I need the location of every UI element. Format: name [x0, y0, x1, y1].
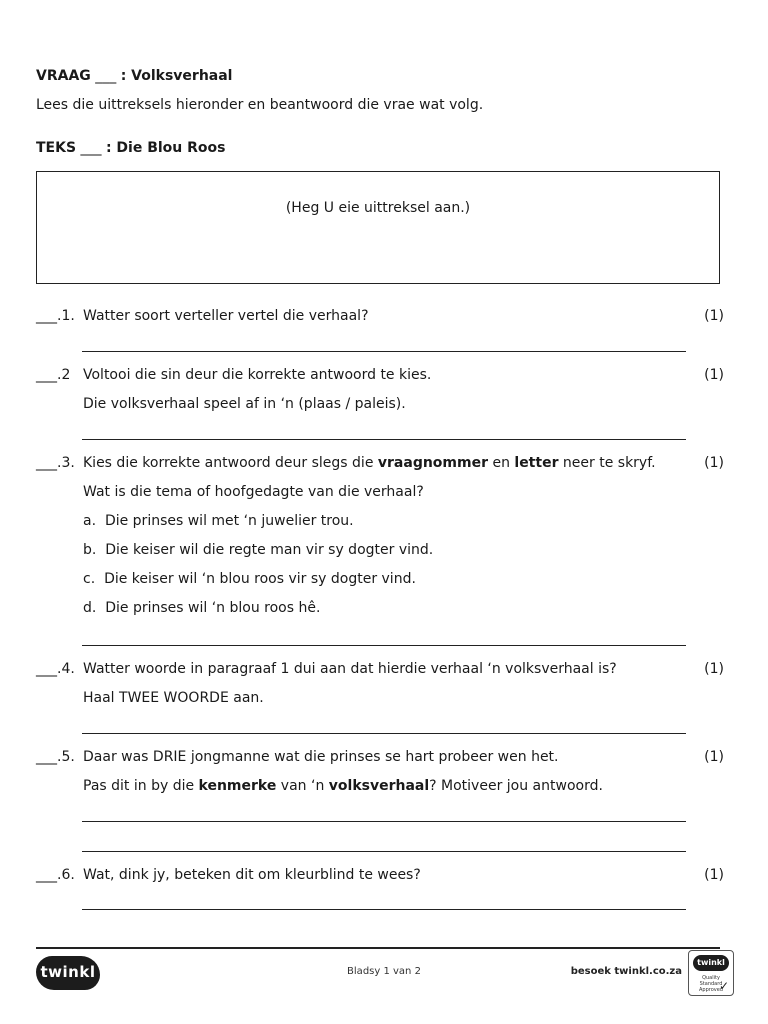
question-5-line2	[83, 777, 603, 795]
question-1-mark: (1)	[704, 308, 724, 324]
question-4-number: ___.4.	[36, 661, 75, 677]
option-d	[83, 599, 320, 617]
question-title: : Volksverhaal	[120, 68, 233, 84]
question-6-text: Wat, dink jy, beteken dit om kleurblind te wees?	[83, 867, 421, 883]
option-text: Die prinses wil ‘n blou roos hê.	[105, 600, 321, 616]
question-3-text-part: Kies die korrekte antwoord deur slegs die	[83, 455, 378, 471]
instruction-text: Lees die uittreksels hieronder en beantwoord die vrae wat volg.	[36, 97, 484, 113]
question-3-line2: Wat is die tema of hoofgedagte van die verhaal?	[83, 484, 424, 500]
text-title: : Die Blou Roos	[105, 140, 226, 156]
answer-line[interactable]	[82, 733, 686, 734]
question-5-text-part: Pas dit in by die	[83, 778, 199, 794]
badge-caption: Quality Standard Approved	[699, 975, 723, 993]
question-2-text: Voltooi die sin deur die korrekte antwoord te kies.	[83, 367, 432, 383]
badge-logo-text: twinkl	[693, 955, 729, 971]
quality-badge	[688, 950, 734, 996]
footer-divider	[36, 947, 720, 949]
question-5-emphasis-features: kenmerke	[198, 778, 277, 794]
question-5-text-part: van ‘n	[276, 778, 329, 794]
question-number-blank: ___	[95, 68, 117, 84]
question-1-text: Watter soort verteller vertel die verhaal?	[83, 308, 369, 324]
option-letter: a.	[83, 513, 97, 529]
question-3-text	[83, 454, 656, 472]
question-1-number: ___.1.	[36, 308, 75, 324]
question-2-line2: Die volksverhaal speel af in ‘n (plaas / paleis).	[83, 396, 406, 412]
question-3-mark: (1)	[704, 455, 724, 471]
question-6-number: ___.6.	[36, 867, 75, 883]
question-5-text-part: ? Motiveer jou antwoord.	[429, 778, 603, 794]
question-label: VRAAG	[36, 68, 91, 84]
answer-line[interactable]	[82, 351, 686, 352]
option-c	[83, 570, 416, 588]
question-3-number: ___.3.	[36, 455, 75, 471]
answer-line[interactable]	[82, 645, 686, 646]
question-5-mark: (1)	[704, 749, 724, 765]
question-4-text: Watter woorde in paragraaf 1 dui aan dat hierdie verhaal ‘n volksverhaal is?	[83, 661, 617, 677]
option-letter: c.	[83, 571, 96, 587]
question-3-text-part: neer te skryf.	[558, 455, 656, 471]
question-5-emphasis-folktale: volksverhaal	[328, 778, 430, 794]
text-number-blank: ___	[80, 140, 102, 156]
logo-text: twinkl	[40, 963, 96, 981]
option-text: Die prinses wil met ‘n juwelier trou.	[104, 513, 354, 529]
answer-line[interactable]	[82, 851, 686, 852]
answer-line[interactable]	[82, 909, 686, 910]
question-5-number: ___.5.	[36, 749, 75, 765]
answer-line[interactable]	[82, 439, 686, 440]
check-icon: ✓	[718, 979, 729, 993]
question-3-text-part: en	[488, 455, 515, 471]
extract-note: (Heg U eie uittreksel aan.)	[285, 200, 471, 216]
answer-line[interactable]	[82, 821, 686, 822]
question-6-mark: (1)	[704, 867, 724, 883]
question-2-mark: (1)	[704, 367, 724, 383]
text-label: TEKS	[36, 140, 77, 156]
option-a	[83, 512, 354, 530]
question-heading	[36, 67, 232, 85]
question-3-emphasis-letter: letter	[514, 455, 559, 471]
question-4-line2: Haal TWEE WOORDE aan.	[83, 690, 264, 706]
option-b	[83, 541, 433, 559]
website-link[interactable]: besoek twinkl.co.za	[570, 966, 682, 977]
question-3-emphasis-number: vraagnommer	[377, 455, 488, 471]
text-heading	[36, 139, 226, 157]
option-letter: b.	[83, 542, 97, 558]
option-letter: d.	[83, 600, 97, 616]
option-text: Die keiser wil die regte man vir sy dogter vind.	[105, 542, 434, 558]
option-text: Die keiser wil ‘n blou roos vir sy dogter vind.	[104, 571, 416, 587]
page-number: Bladsy 1 van 2	[347, 966, 421, 977]
question-2-number: ___.2	[36, 367, 71, 383]
question-5-text: Daar was DRIE jongmanne wat die prinses se hart probeer wen het.	[83, 749, 559, 765]
question-4-mark: (1)	[704, 661, 724, 677]
extract-box	[36, 171, 720, 284]
